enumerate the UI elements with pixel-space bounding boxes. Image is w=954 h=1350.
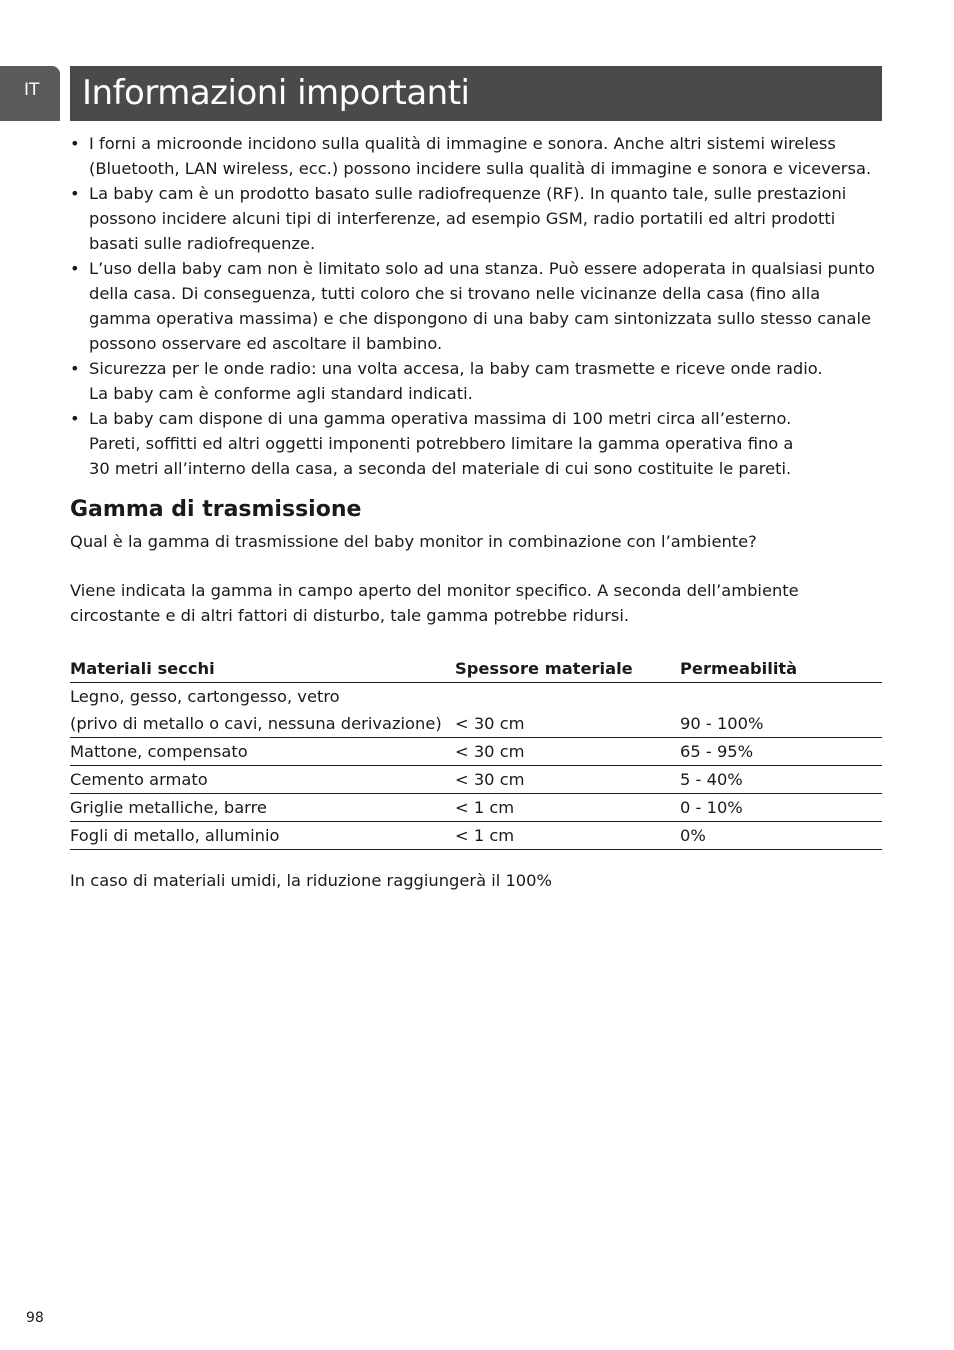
bullet-dot-icon: • (70, 134, 80, 153)
cell-material: Legno, gesso, cartongesso, vetro (privo di metallo o cavi, nessuna derivazione) (70, 683, 455, 738)
page-title: Informazioni importanti (82, 73, 470, 113)
cell-permeability: 0% (680, 822, 882, 850)
table-row (70, 738, 882, 766)
section-title: Gamma di trasmissione (70, 497, 362, 522)
cell-material: Mattone, compensato (70, 738, 455, 766)
bullet-item (70, 181, 884, 256)
table-row (70, 822, 882, 850)
column-header-material: Materiali secchi (70, 655, 455, 683)
bullet-text: L’uso della baby cam non è limitato solo ad una stanza. Può essere adoperata in qualsiasi punto della casa. Di conseguenza, tutti coloro che si trovano nelle vicinanze della casa (fino alla gamma operativa massima) e che dispongono di una baby cam sintonizzata sullo stesso canale possono osservare ed ascoltare il bambino. (89, 259, 875, 353)
bullet-item (70, 356, 884, 406)
intro-text: Viene indicata la gamma in campo aperto del monitor specifico. A seconda dell’ambiente circostante e di altri fattori di disturbo, tale gamma potrebbe ridursi. (70, 581, 799, 625)
cell-thickness: < 30 cm (455, 738, 680, 766)
bullet-text: I forni a microonde incidono sulla qualità di immagine e sonora. Anche altri sistemi wireless (Bluetooth, LAN wireless, ecc.) possono incidere sulla qualità di immagine e sonora e viceversa. (89, 134, 872, 178)
column-header-permeability: Permeabilità (680, 655, 882, 683)
table-row (70, 683, 882, 738)
table-row (70, 766, 882, 794)
bullet-item (70, 256, 884, 356)
cell-thickness: < 1 cm (455, 794, 680, 822)
bullet-dot-icon: • (70, 359, 80, 378)
bullet-text: La baby cam è un prodotto basato sulle radiofrequenze (RF). In quanto tale, sulle prestazioni possono incidere alcuni tipi di interferenze, ad esempio GSM, radio portatili ed altri prodotti basati sulle radiofrequenze. (89, 184, 847, 253)
cell-material: Fogli di metallo, alluminio (70, 822, 455, 850)
cell-thickness: < 30 cm (455, 683, 680, 738)
bullet-dot-icon: • (70, 184, 80, 203)
cell-permeability: 65 - 95% (680, 738, 882, 766)
bullet-item (70, 131, 884, 181)
table-header-row (70, 655, 882, 683)
column-header-thickness: Spessore materiale (455, 655, 680, 683)
cell-thickness: < 30 cm (455, 766, 680, 794)
cell-permeability: 5 - 40% (680, 766, 882, 794)
bullet-list (70, 131, 884, 481)
bullet-text: La baby cam dispone di una gamma operativa massima di 100 metri circa all’esterno. Pareti, soffitti ed altri oggetti imponenti potrebbero limitare la gamma operativa fino a 30 metri all’interno della casa, a seconda del materiale di cui sono costituite le pareti. (89, 409, 794, 478)
note-text: In caso di materiali umidi, la riduzione raggiungerà il 100% (70, 871, 552, 890)
language-tab (0, 66, 60, 121)
cell-permeability: 90 - 100% (680, 683, 882, 738)
cell-permeability: 0 - 10% (680, 794, 882, 822)
bullet-dot-icon: • (70, 409, 80, 428)
table-row (70, 794, 882, 822)
question-text: Qual è la gamma di trasmissione del baby monitor in combinazione con l’ambiente? (70, 532, 757, 551)
language-tab-label: IT (24, 80, 40, 100)
cell-thickness: < 1 cm (455, 822, 680, 850)
page-number: 98 (26, 1310, 44, 1326)
cell-material: Cemento armato (70, 766, 455, 794)
cell-material: Griglie metalliche, barre (70, 794, 455, 822)
bullet-text: Sicurezza per le onde radio: una volta accesa, la baby cam trasmette e riceve onde radio. La baby cam è conforme agli standard indicati. (89, 359, 823, 403)
bullet-item (70, 406, 884, 481)
bullet-dot-icon: • (70, 259, 80, 278)
header-bar (70, 66, 882, 121)
materials-table (70, 655, 882, 850)
